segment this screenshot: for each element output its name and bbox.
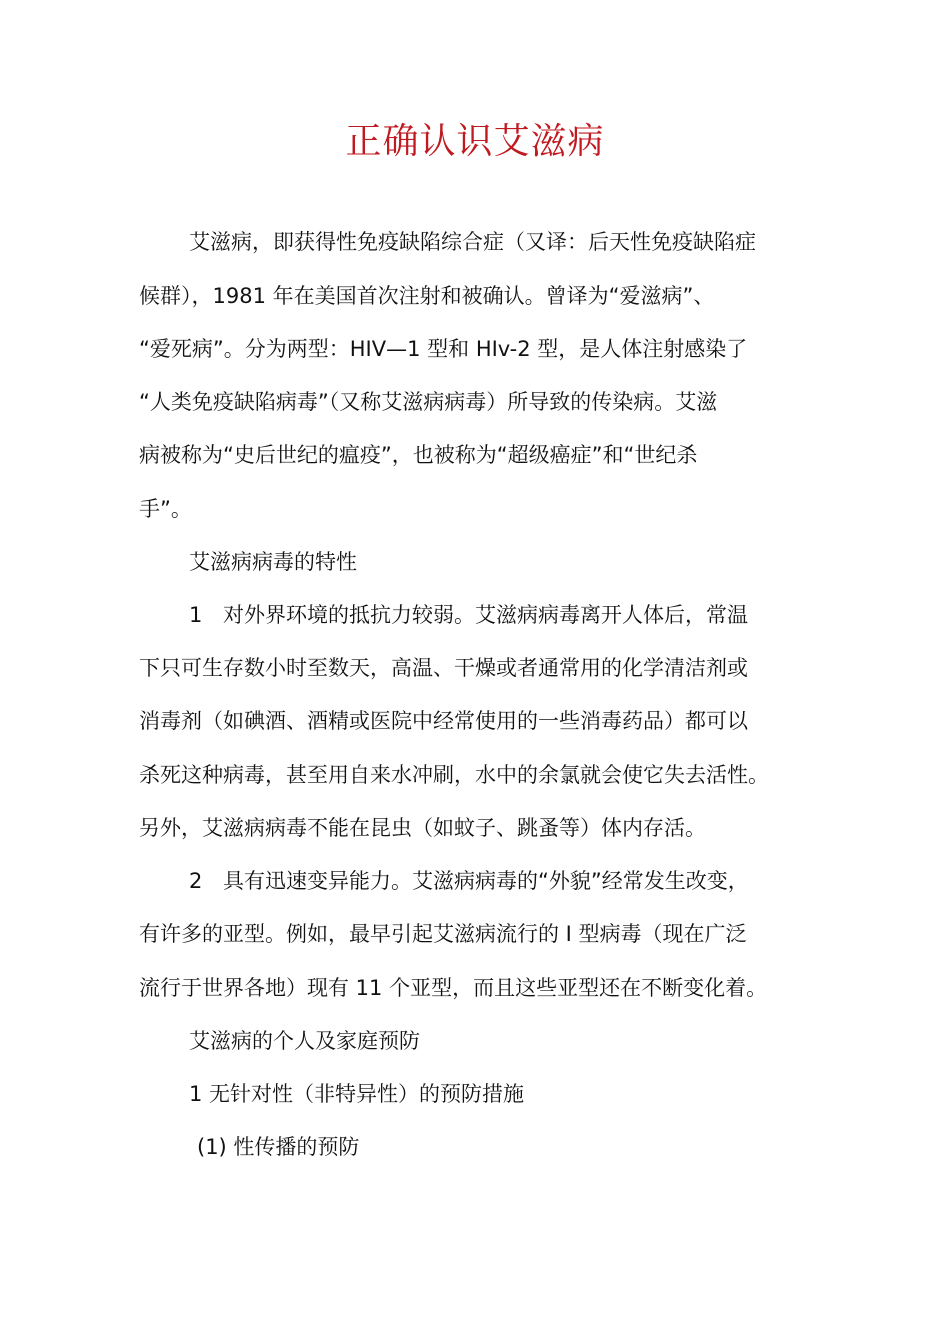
intro-line-4: “人类免疫缺陷病毒”（又称艾滋病病毒）所导致的传染病。艾滋	[139, 390, 718, 414]
item1-line-1	[189, 600, 889, 630]
item1-line-5: 另外，艾滋病病毒不能在昆虫（如蚊子、跳蚤等）体内存活。	[139, 816, 706, 840]
section-heading-prevention: 艾滋病的个人及家庭预防	[189, 1029, 420, 1053]
item2-number: 2	[189, 869, 203, 893]
intro-line-5: 病被称为“史后世纪的瘟疫”，也被称为“超级癌症”和“世纪杀	[139, 443, 698, 467]
subsubsection-heading-sexual: (1) 性传播的预防	[197, 1135, 360, 1159]
item2-line-3: 流行于世界各地）现有 11 个亚型，而且这些亚型还在不断变化着。	[139, 976, 768, 1000]
item1-line-3: 消毒剂（如碘酒、酒精或医院中经常使用的一些消毒药品）都可以	[139, 709, 748, 733]
item2-line-1	[189, 866, 889, 896]
document-title: 正确认识艾滋病	[345, 121, 605, 162]
section-heading-virus-properties: 艾滋病病毒的特性	[189, 550, 357, 574]
intro-line-3: “爱死病”。分为两型：HIV—1 型和 HIv-2 型，是人体注射感染了	[139, 337, 748, 361]
item1-line-4: 杀死这种病毒，甚至用自来水冲刷，水中的余氯就会使它失去活性。	[139, 763, 769, 787]
item2-text-1: 具有迅速变异能力。艾滋病病毒的“外貌”经常发生改变，	[223, 869, 749, 893]
subsection-heading-nonspecific: 1 无针对性（非特异性）的预防措施	[189, 1082, 525, 1106]
item2-line-2: 有许多的亚型。例如，最早引起艾滋病流行的 I 型病毒（现在广泛	[139, 922, 747, 946]
item1-number: 1	[189, 603, 203, 627]
intro-line-1: 艾滋病，即获得性免疫缺陷综合症（又译：后天性免疫缺陷症	[189, 230, 756, 254]
item1-text-1: 对外界环境的抵抗力较弱。艾滋病病毒离开人体后，常温	[223, 603, 748, 627]
intro-line-6: 手”。	[139, 497, 192, 521]
intro-line-2: 候群），1981 年在美国首次注射和被确认。曾译为“爱滋病”、	[139, 284, 715, 308]
item1-line-2: 下只可生存数小时至数天，高温、干燥或者通常用的化学清洁剂或	[139, 656, 748, 680]
